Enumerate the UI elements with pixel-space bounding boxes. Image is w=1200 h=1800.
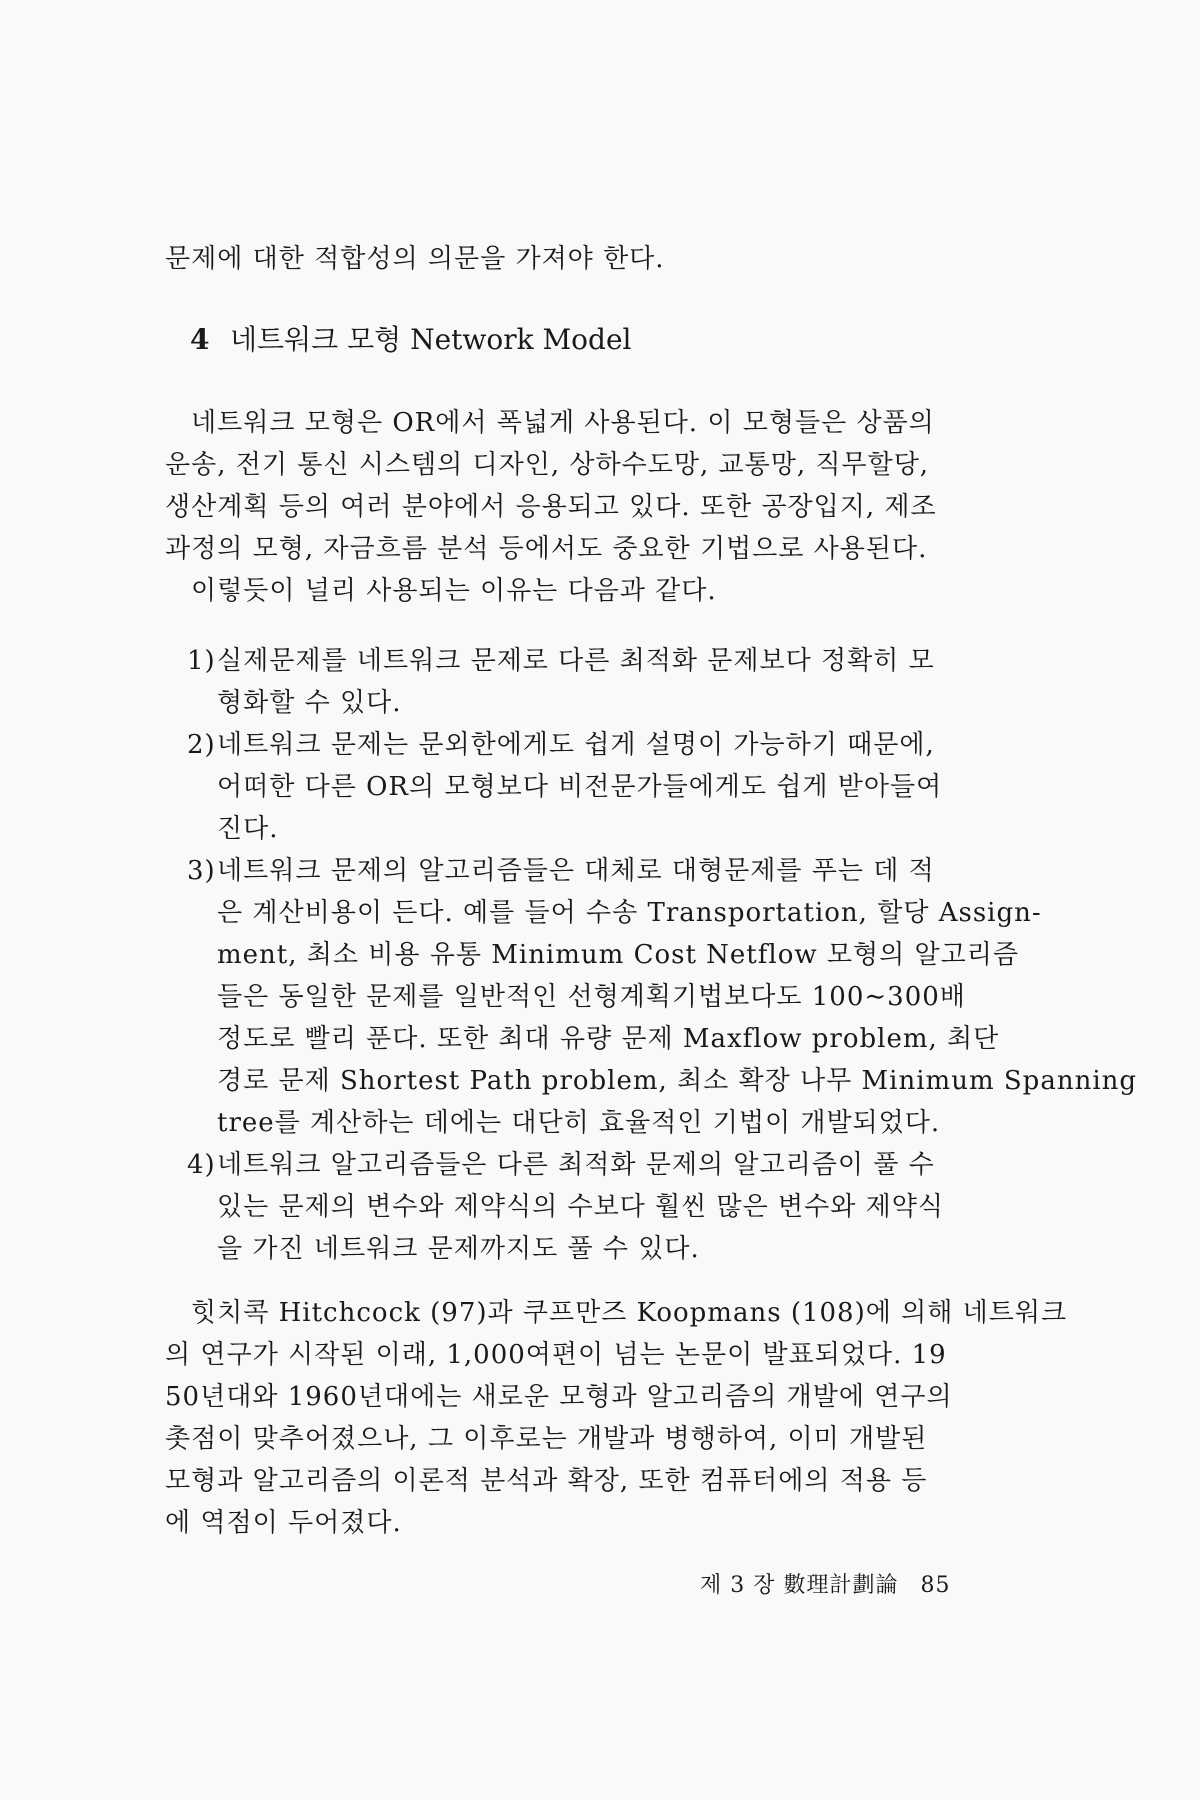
list-item: [165, 640, 985, 724]
paragraph-line: 이렇듯이 널리 사용되는 이유는 다음과 같다.: [191, 576, 717, 606]
list-line: 진다.: [217, 814, 279, 844]
list-line: 어떠한 다른 OR의 모형보다 비전문가들에게도 쉽게 받아들여: [217, 772, 943, 802]
chapter-label: 제 3 장 數理計劃論: [700, 1573, 899, 1598]
paragraph-line: 운송, 전기 통신 시스템의 디자인, 상하수도망, 교통망, 직무할당,: [165, 450, 930, 480]
list-marker: 1): [187, 646, 216, 676]
section-title: 네트워크 모형 Network Model: [230, 323, 632, 356]
list-line: 있는 문제의 변수와 제약식의 수보다 훨씬 많은 변수와 제약식: [217, 1192, 945, 1222]
list-line: 실제문제를 네트워크 문제로 다른 최적화 문제보다 정확히 모: [217, 646, 935, 676]
paragraph-network-models: [165, 402, 985, 612]
paragraph-line: 네트워크 모형은 OR에서 폭넓게 사용된다. 이 모형들은 상품의: [191, 408, 935, 438]
list-line: 들은 동일한 문제를 일반적인 선형계획기법보다도 100∼300배: [217, 982, 966, 1012]
list-item: [165, 724, 985, 850]
paragraph-line: 생산계획 등의 여러 분야에서 응용되고 있다. 또한 공장입지, 제조: [165, 492, 937, 522]
reasons-list: [165, 640, 1138, 1270]
paragraph-line: 에 역점이 두어졌다.: [165, 1508, 402, 1538]
list-line: 네트워크 알고리즘들은 다른 최적화 문제의 알고리즘이 풀 수: [217, 1150, 935, 1180]
list-marker: 3): [187, 856, 216, 886]
list-marker: 4): [187, 1150, 216, 1180]
intro-line: 문제에 대한 적합성의 의문을 가져야 한다.: [165, 244, 665, 274]
list-line: 네트워크 문제의 알고리즘들은 대체로 대형문제를 푸는 데 적: [217, 856, 935, 886]
paragraph-line: 모형과 알고리즘의 이론적 분석과 확장, 또한 컴퓨터에의 적용 등: [165, 1466, 928, 1496]
list-line: ment, 최소 비용 유통 Minimum Cost Netflow 모형의 알고리즘: [217, 940, 1019, 970]
page-number: 85: [920, 1573, 951, 1598]
list-line: 정도로 빨리 푼다. 또한 최대 유량 문제 Maxflow problem, 최단: [217, 1024, 1000, 1054]
section-number: 4: [190, 323, 210, 356]
list-line: 경로 문제 Shortest Path problem, 최소 확장 나무 Minimum Spanning: [217, 1066, 1138, 1096]
section-heading: [190, 320, 631, 360]
list-marker: 2): [187, 730, 216, 760]
list-line: 을 가진 네트워크 문제까지도 풀 수 있다.: [217, 1234, 700, 1264]
list-line: tree를 계산하는 데에는 대단히 효율적인 기법이 개발되었다.: [217, 1108, 941, 1138]
paragraph-line: 힛치콕 Hitchcock (97)과 쿠프만즈 Koopmans (108)에 의해 네트워크: [191, 1298, 1068, 1328]
paragraph-line: 50년대와 1960년대에는 새로운 모형과 알고리즘의 개발에 연구의: [165, 1382, 953, 1412]
paragraph-line: 의 연구가 시작된 이래, 1,000여편이 넘는 논문이 발표되었다. 19: [165, 1340, 947, 1370]
paragraph-history: [165, 1292, 1068, 1544]
list-line: 형화할 수 있다.: [217, 688, 402, 718]
paragraph-line: 촛점이 맞추어졌으나, 그 이후로는 개발과 병행하여, 이미 개발된: [165, 1424, 928, 1454]
paragraph-line: 과정의 모형, 자금흐름 분석 등에서도 중요한 기법으로 사용된다.: [165, 534, 928, 564]
list-line: 네트워크 문제는 문외한에게도 쉽게 설명이 가능하기 때문에,: [217, 730, 935, 760]
list-line: 은 계산비용이 든다. 예를 들어 수송 Transportation, 할당 Assign-: [217, 898, 1042, 928]
page-footer: [700, 1570, 950, 1602]
list-item: [165, 850, 1138, 1144]
intro-paragraph: [165, 238, 985, 280]
list-item: [165, 1144, 985, 1270]
